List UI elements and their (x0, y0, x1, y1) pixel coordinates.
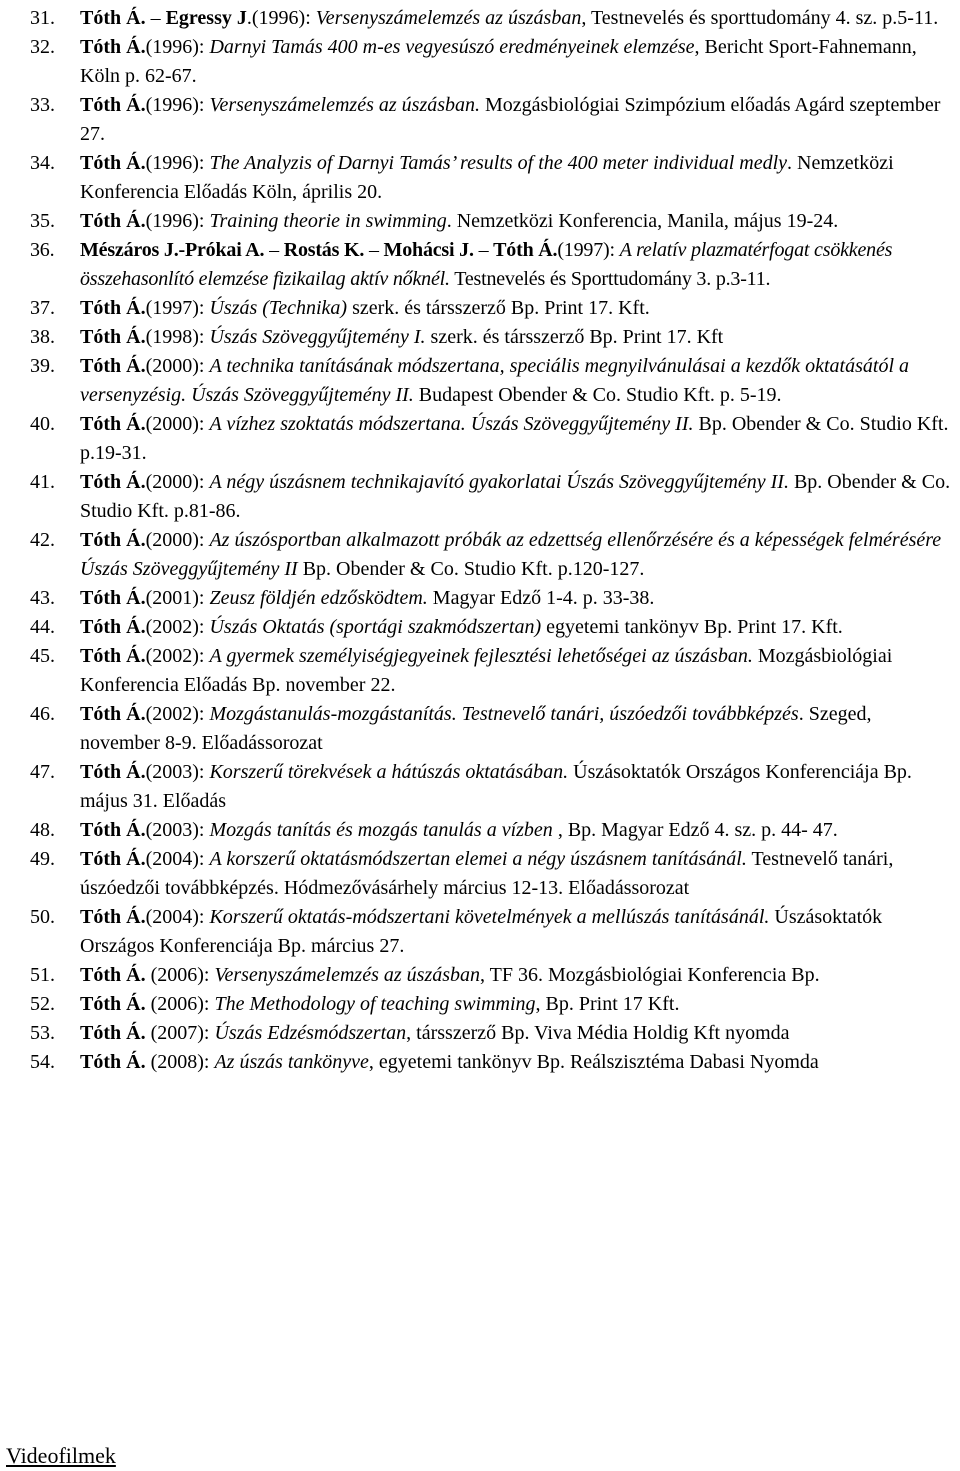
reference-detail: . Szeged, november 8-9. Előadássorozat (80, 703, 872, 754)
reference-item (0, 207, 960, 236)
reference-detail: (1996): (145, 36, 210, 58)
reference-text (80, 7, 938, 29)
reference-title: A relatív plazmatérfogat csökkenés összehasonlító elemzése fizikailag aktív nőknél. (80, 239, 893, 290)
reference-text (80, 413, 948, 464)
reference-author: Tóth Á. (80, 1022, 146, 1044)
reference-detail: (2001): (145, 587, 210, 609)
reference-detail: (2004): (145, 906, 210, 928)
reference-title: A négy úszásnem technikajavító gyakorlatai Úszás Szöveggyűjtemény II. (209, 471, 789, 493)
reference-detail: (2000): (145, 529, 210, 551)
reference-author: Tóth Á. (80, 297, 146, 319)
reference-title: A technika tanításának módszertana, speciális megnyilvánulásai a kezdők oktatásától a versenyzésig. Úszás Szöveggyűjtemény II. (80, 355, 909, 406)
reference-item (0, 1048, 960, 1077)
reference-item (0, 700, 960, 758)
reference-title: Korszerű törekvések a hátúszás oktatásában. (209, 761, 569, 783)
reference-number: 34. (30, 152, 55, 174)
reference-detail: (2007): (145, 1022, 215, 1044)
reference-author: Tóth Á. (80, 819, 146, 841)
reference-detail: , Bp. Magyar Edző 4. sz. p. 44- 47. (552, 819, 838, 841)
reference-item (0, 613, 960, 642)
reference-detail: Mozgásbiológiai Konferencia Előadás Bp. november 22. (80, 645, 893, 696)
reference-item (0, 1019, 960, 1048)
reference-item (0, 903, 960, 961)
reference-text (80, 848, 893, 899)
reference-author: Rostás K. (283, 239, 365, 261)
reference-detail: Testnevelő tanári, úszóedzői továbbképzés. Hódmezővásárhely március 12-13. Előadássorozat (80, 848, 894, 899)
reference-author: Mohácsi J. (383, 239, 474, 261)
reference-author: Tóth Á. (80, 36, 146, 58)
reference-number: 35. (30, 210, 55, 232)
reference-detail: (1998): (145, 326, 210, 348)
reference-item (0, 323, 960, 352)
reference-detail: (1996): (145, 210, 210, 232)
reference-text (80, 326, 723, 348)
reference-detail: , társszerző Bp. Viva Média Holdig Kft nyomda (406, 1022, 790, 1044)
reference-number: 49. (30, 848, 55, 870)
reference-number: 31. (30, 7, 55, 29)
reference-text (80, 355, 909, 406)
reference-detail: , egyetemi tankönyv Bp. Reálszisztéma Dabasi Nyomda (368, 1051, 819, 1073)
reference-author: Mészáros J.-Prókai A. (80, 239, 265, 261)
reference-author: Egressy J (165, 7, 247, 29)
reference-author: Tóth Á. (80, 413, 146, 435)
reference-text (80, 906, 882, 957)
reference-title: Korszerű oktatás-módszertani követelmények a mellúszás tanításánál. (209, 906, 770, 928)
reference-text (80, 761, 912, 812)
reference-number: 43. (30, 587, 55, 609)
reference-detail: (2000): (145, 355, 210, 377)
reference-title: A vízhez szoktatás módszertana. Úszás Szöveggyűjtemény II. (209, 413, 694, 435)
reference-author: Tóth Á. (80, 587, 146, 609)
reference-text (80, 616, 843, 638)
reference-text (80, 993, 679, 1015)
reference-item (0, 584, 960, 613)
reference-detail: – (264, 239, 284, 261)
reference-author: Tóth Á. (80, 703, 146, 725)
reference-text (80, 819, 838, 841)
reference-item (0, 758, 960, 816)
reference-author: Tóth Á. (80, 964, 146, 986)
reference-number: 38. (30, 326, 55, 348)
reference-item (0, 149, 960, 207)
reference-title: Versenyszámelemzés az úszásban (214, 964, 481, 986)
reference-detail: (2000): (145, 413, 210, 435)
section-heading: Videofilmek (6, 1443, 116, 1468)
reference-detail: , Bp. Print 17 Kft. (535, 993, 680, 1015)
reference-detail: (2006): (145, 993, 215, 1015)
reference-text (80, 1051, 819, 1073)
reference-item (0, 410, 960, 468)
reference-number: 54. (30, 1051, 55, 1073)
reference-text (80, 152, 894, 203)
reference-item (0, 845, 960, 903)
reference-detail: (2002): (145, 616, 210, 638)
reference-title: Az úszás tankönyve (214, 1051, 369, 1073)
reference-item (0, 91, 960, 149)
reference-title: The Analyzis of Darnyi Tamás’ results of the 400 meter individual medly (209, 152, 788, 174)
reference-detail: (1996): (145, 94, 210, 116)
reference-detail: (2004): (145, 848, 210, 870)
reference-text (80, 471, 950, 522)
reference-number: 52. (30, 993, 55, 1015)
reference-text (80, 1022, 790, 1044)
reference-detail: Úszásoktatók Országos Konferenciája Bp. május 31. Előadás (80, 761, 912, 812)
reference-author: Tóth Á. (80, 152, 146, 174)
reference-author: Tóth Á. (493, 239, 558, 261)
reference-title: Versenyszámelemzés az úszásban. (209, 94, 481, 116)
reference-number: 45. (30, 645, 55, 667)
reference-number: 46. (30, 703, 55, 725)
reference-detail: Úszásoktatók Országos Konferenciája Bp. március 27. (80, 906, 883, 957)
reference-detail: Magyar Edző 1-4. p. 33-38. (427, 587, 655, 609)
reference-title: A korszerű oktatásmódszertan elemei a négy úszásnem tanításánál. (209, 848, 747, 870)
reference-text (80, 529, 941, 580)
reference-detail: – (473, 239, 494, 261)
reference-number: 44. (30, 616, 55, 638)
reference-detail: (2006): (145, 964, 215, 986)
reference-author: Tóth Á. (80, 993, 146, 1015)
reference-detail: . Nemzetközi Konferencia Előadás Köln, április 20. (80, 152, 894, 203)
reference-text (80, 210, 838, 232)
reference-author: Tóth Á. (80, 355, 146, 377)
reference-title: Úszás Edzésmódszertan (214, 1022, 407, 1044)
reference-author: Tóth Á. (80, 906, 146, 928)
reference-item (0, 526, 960, 584)
reference-detail: (2008): (145, 1051, 215, 1073)
reference-detail: (2002): (145, 703, 210, 725)
reference-author: Tóth Á. (80, 616, 146, 638)
reference-detail: Budapest Obender & Co. Studio Kft. p. 5-19. (413, 384, 782, 406)
reference-number: 37. (30, 297, 55, 319)
reference-detail: (1997): (145, 297, 210, 319)
reference-number: 41. (30, 471, 55, 493)
reference-number: 39. (30, 355, 55, 377)
reference-item (0, 33, 960, 91)
reference-item (0, 990, 960, 1019)
reference-title: The Methodology of teaching swimming (214, 993, 536, 1015)
reference-item (0, 294, 960, 323)
reference-detail: (2002): (145, 645, 210, 667)
reference-text (80, 964, 820, 986)
reference-item (0, 236, 960, 294)
reference-author: Tóth Á. (80, 7, 146, 29)
reference-item (0, 642, 960, 700)
reference-detail: – (145, 7, 166, 29)
reference-detail: Bp. Obender & Co. Studio Kft. p.19-31. (80, 413, 949, 464)
reference-title: Úszás (Technika) (209, 297, 348, 319)
reference-number: 36. (30, 239, 55, 261)
reference-text (80, 239, 892, 290)
reference-author: Tóth Á. (80, 645, 146, 667)
reference-detail: (2003): (145, 761, 210, 783)
reference-number: 40. (30, 413, 55, 435)
reference-detail: Bp. Obender & Co. Studio Kft. p.81-86. (80, 471, 951, 522)
reference-detail: (2000): (145, 471, 210, 493)
reference-title: Úszás Szöveggyűjtemény I. (209, 326, 426, 348)
reference-text (80, 94, 940, 145)
reference-detail: , TF 36. Mozgásbiológiai Konferencia Bp. (480, 964, 820, 986)
reference-detail: Testnevelés és Sporttudomány 3. p.3-11. (449, 268, 771, 290)
reference-detail: szerk. és társszerző Bp. Print 17. Kft. (347, 297, 650, 319)
reference-item (0, 816, 960, 845)
reference-number: 48. (30, 819, 55, 841)
reference-number: 32. (30, 36, 55, 58)
reference-detail: Bp. Obender & Co. Studio Kft. p.120-127. (297, 558, 645, 580)
reference-detail: (1997): (557, 239, 620, 261)
reference-detail: Mozgásbiológiai Szimpózium előadás Agárd szeptember 27. (80, 94, 941, 145)
reference-list (0, 4, 960, 1077)
reference-number: 33. (30, 94, 55, 116)
reference-detail: egyetemi tankönyv Bp. Print 17. Kft. (541, 616, 843, 638)
reference-author: Tóth Á. (80, 210, 146, 232)
reference-number: 47. (30, 761, 55, 783)
reference-author: Tóth Á. (80, 848, 146, 870)
reference-author: Tóth Á. (80, 471, 146, 493)
reference-title: Az úszósportban alkalmazott próbák az edzettség ellenőrzésére és a képességek felmérésére Úszás Szöveggyűjtemény II (80, 529, 942, 580)
reference-detail: (1996): (145, 152, 210, 174)
reference-text (80, 645, 892, 696)
reference-item (0, 4, 960, 33)
reference-detail: .(1996): (246, 7, 316, 29)
reference-detail: , Testnevelés és sporttudomány 4. sz. p.5-11. (581, 7, 939, 29)
reference-text (80, 297, 650, 319)
reference-title: Úszás Oktatás (sportági szakmódszertan) (209, 616, 542, 638)
reference-text (80, 36, 917, 87)
reference-title: Mozgástanulás-mozgástanítás. Testnevelő tanári, úszóedzői továbbképzés (209, 703, 799, 725)
reference-title: Darnyi Tamás 400 m-es vegyesúszó eredményeinek elemzése (209, 36, 695, 58)
reference-author: Tóth Á. (80, 529, 146, 551)
reference-detail: (2003): (145, 819, 210, 841)
reference-title: Versenyszámelemzés az úszásban (315, 7, 582, 29)
reference-number: 42. (30, 529, 55, 551)
reference-detail: – (364, 239, 384, 261)
reference-item (0, 468, 960, 526)
reference-title: Training theorie in swimming (209, 210, 447, 232)
reference-title: Mozgás tanítás és mozgás tanulás a vízben (209, 819, 553, 841)
reference-number: 51. (30, 964, 55, 986)
reference-author: Tóth Á. (80, 94, 146, 116)
reference-text (80, 587, 654, 609)
reference-item (0, 352, 960, 410)
reference-detail: . Nemzetközi Konferencia, Manila, május 19-24. (446, 210, 839, 232)
reference-detail: szerk. és társszerző Bp. Print 17. Kft (425, 326, 724, 348)
reference-author: Tóth Á. (80, 1051, 146, 1073)
reference-number: 53. (30, 1022, 55, 1044)
reference-item (0, 961, 960, 990)
document-page (0, 4, 960, 1077)
reference-author: Tóth Á. (80, 761, 146, 783)
reference-author: Tóth Á. (80, 326, 146, 348)
reference-title: Zeusz földjén edzősködtem. (209, 587, 428, 609)
reference-title: A gyermek személyiségjegyeinek fejlesztési lehetőségei az úszásban. (209, 645, 753, 667)
reference-number: 50. (30, 906, 55, 928)
reference-text (80, 703, 871, 754)
reference-detail: , Bericht Sport-Fahnemann, Köln p. 62-67. (80, 36, 917, 87)
